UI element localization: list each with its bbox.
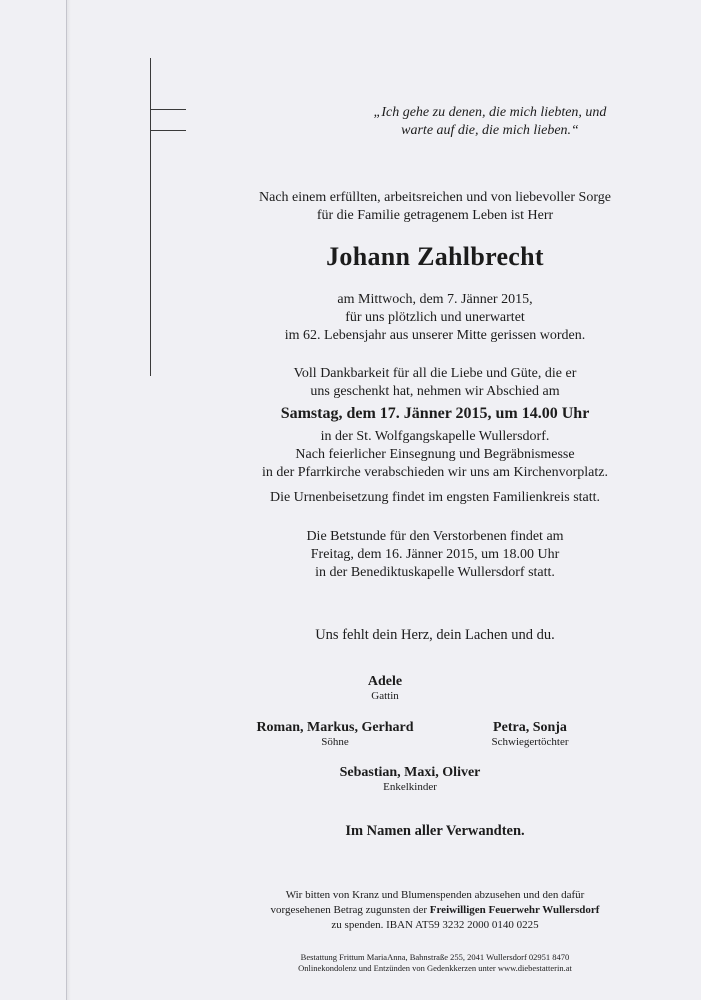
- death-line-1: am Mittwoch, dem 7. Jänner 2015,: [337, 292, 533, 307]
- family-grandchildren: [315, 764, 505, 794]
- family-sons: [240, 719, 430, 749]
- spouse-role: Gattin: [371, 690, 399, 702]
- footer-line-1: Bestattung Frittum MariaAnna, Bahnstraße 255, 2041 Wullersdorf 02951 8470: [300, 952, 570, 962]
- funeral-date: Samstag, dem 17. Jänner 2015, um 14.00 Uhr: [280, 405, 590, 422]
- family-daughters-in-law: [470, 719, 590, 749]
- quote-line-1: „Ich gehe zu denen, die mich liebten, und: [373, 105, 607, 120]
- grandchildren-names: Sebastian, Maxi, Oliver: [339, 765, 481, 780]
- intro-line-2: für die Familie getragenem Leben ist Herr: [316, 208, 554, 223]
- service-line-3: in der Pfarrkirche verabschieden wir uns am Kirchenvorplatz.: [262, 465, 608, 480]
- footer-line-2: Onlinekondolenz und Entzünden von Gedenkkerzen unter www.diebestatterin.at: [298, 963, 572, 973]
- sons-names: Roman, Markus, Gerhard: [256, 720, 414, 735]
- donation-line-2-text: vorgesehenen Betrag zugunsten der: [270, 904, 430, 916]
- relatives-line: Im Namen aller Verwandten.: [345, 823, 525, 839]
- fire-brigade-name: Freiwilligen Feuerwehr Wullersdorf: [429, 904, 600, 916]
- deceased-name: Johann Zahlbrecht: [326, 242, 544, 271]
- quote-line-2: warte auf die, die mich lieben.“: [401, 123, 579, 138]
- intro-line-1: Nach einem erfüllten, arbeitsreichen und von liebevoller Sorge: [259, 190, 611, 205]
- thanks-line-2: uns geschenkt hat, nehmen wir Abschied am: [310, 384, 560, 399]
- spouse-name: Adele: [367, 674, 403, 689]
- donation-line-1: Wir bitten von Kranz und Blumenspenden abzusehen und den dafür: [285, 889, 585, 901]
- urn-burial-note: Die Urnenbeisetzung findet im engsten Familienkreis statt.: [269, 490, 601, 505]
- closing-line: Uns fehlt dein Herz, dein Lachen und du.: [315, 627, 555, 643]
- death-line-2: für uns plötzlich und unerwartet: [345, 310, 525, 325]
- death-line-3: im 62. Lebensjahr aus unserer Mitte gerissen worden.: [284, 328, 586, 343]
- prayer-line-1: Die Betstunde für den Verstorbenen findet am: [306, 529, 564, 544]
- donation-line-3: zu spenden. IBAN AT59 3232 2000 0140 0225: [331, 919, 539, 931]
- daughters-in-law-names: Petra, Sonja: [493, 720, 567, 735]
- page-fold-shadow: [67, 0, 71, 1000]
- thanks-line-1: Voll Dankbarkeit für all die Liebe und Güte, die er: [293, 366, 577, 381]
- grandchildren-role: Enkelkinder: [383, 781, 437, 793]
- service-line-1: in der St. Wolfgangskapelle Wullersdorf.: [320, 429, 550, 444]
- donation-line-2: [212, 903, 658, 917]
- service-line-2: Nach feierlicher Einsegnung und Begräbnismesse: [295, 447, 575, 462]
- sons-role: Söhne: [321, 736, 349, 748]
- prayer-line-3: in der Benediktuskapelle Wullersdorf statt.: [315, 565, 555, 580]
- family-spouse: [335, 673, 435, 703]
- prayer-line-2: Freitag, dem 16. Jänner 2015, um 18.00 Uhr: [310, 547, 560, 562]
- daughters-in-law-role: Schwiegertöchter: [491, 736, 569, 748]
